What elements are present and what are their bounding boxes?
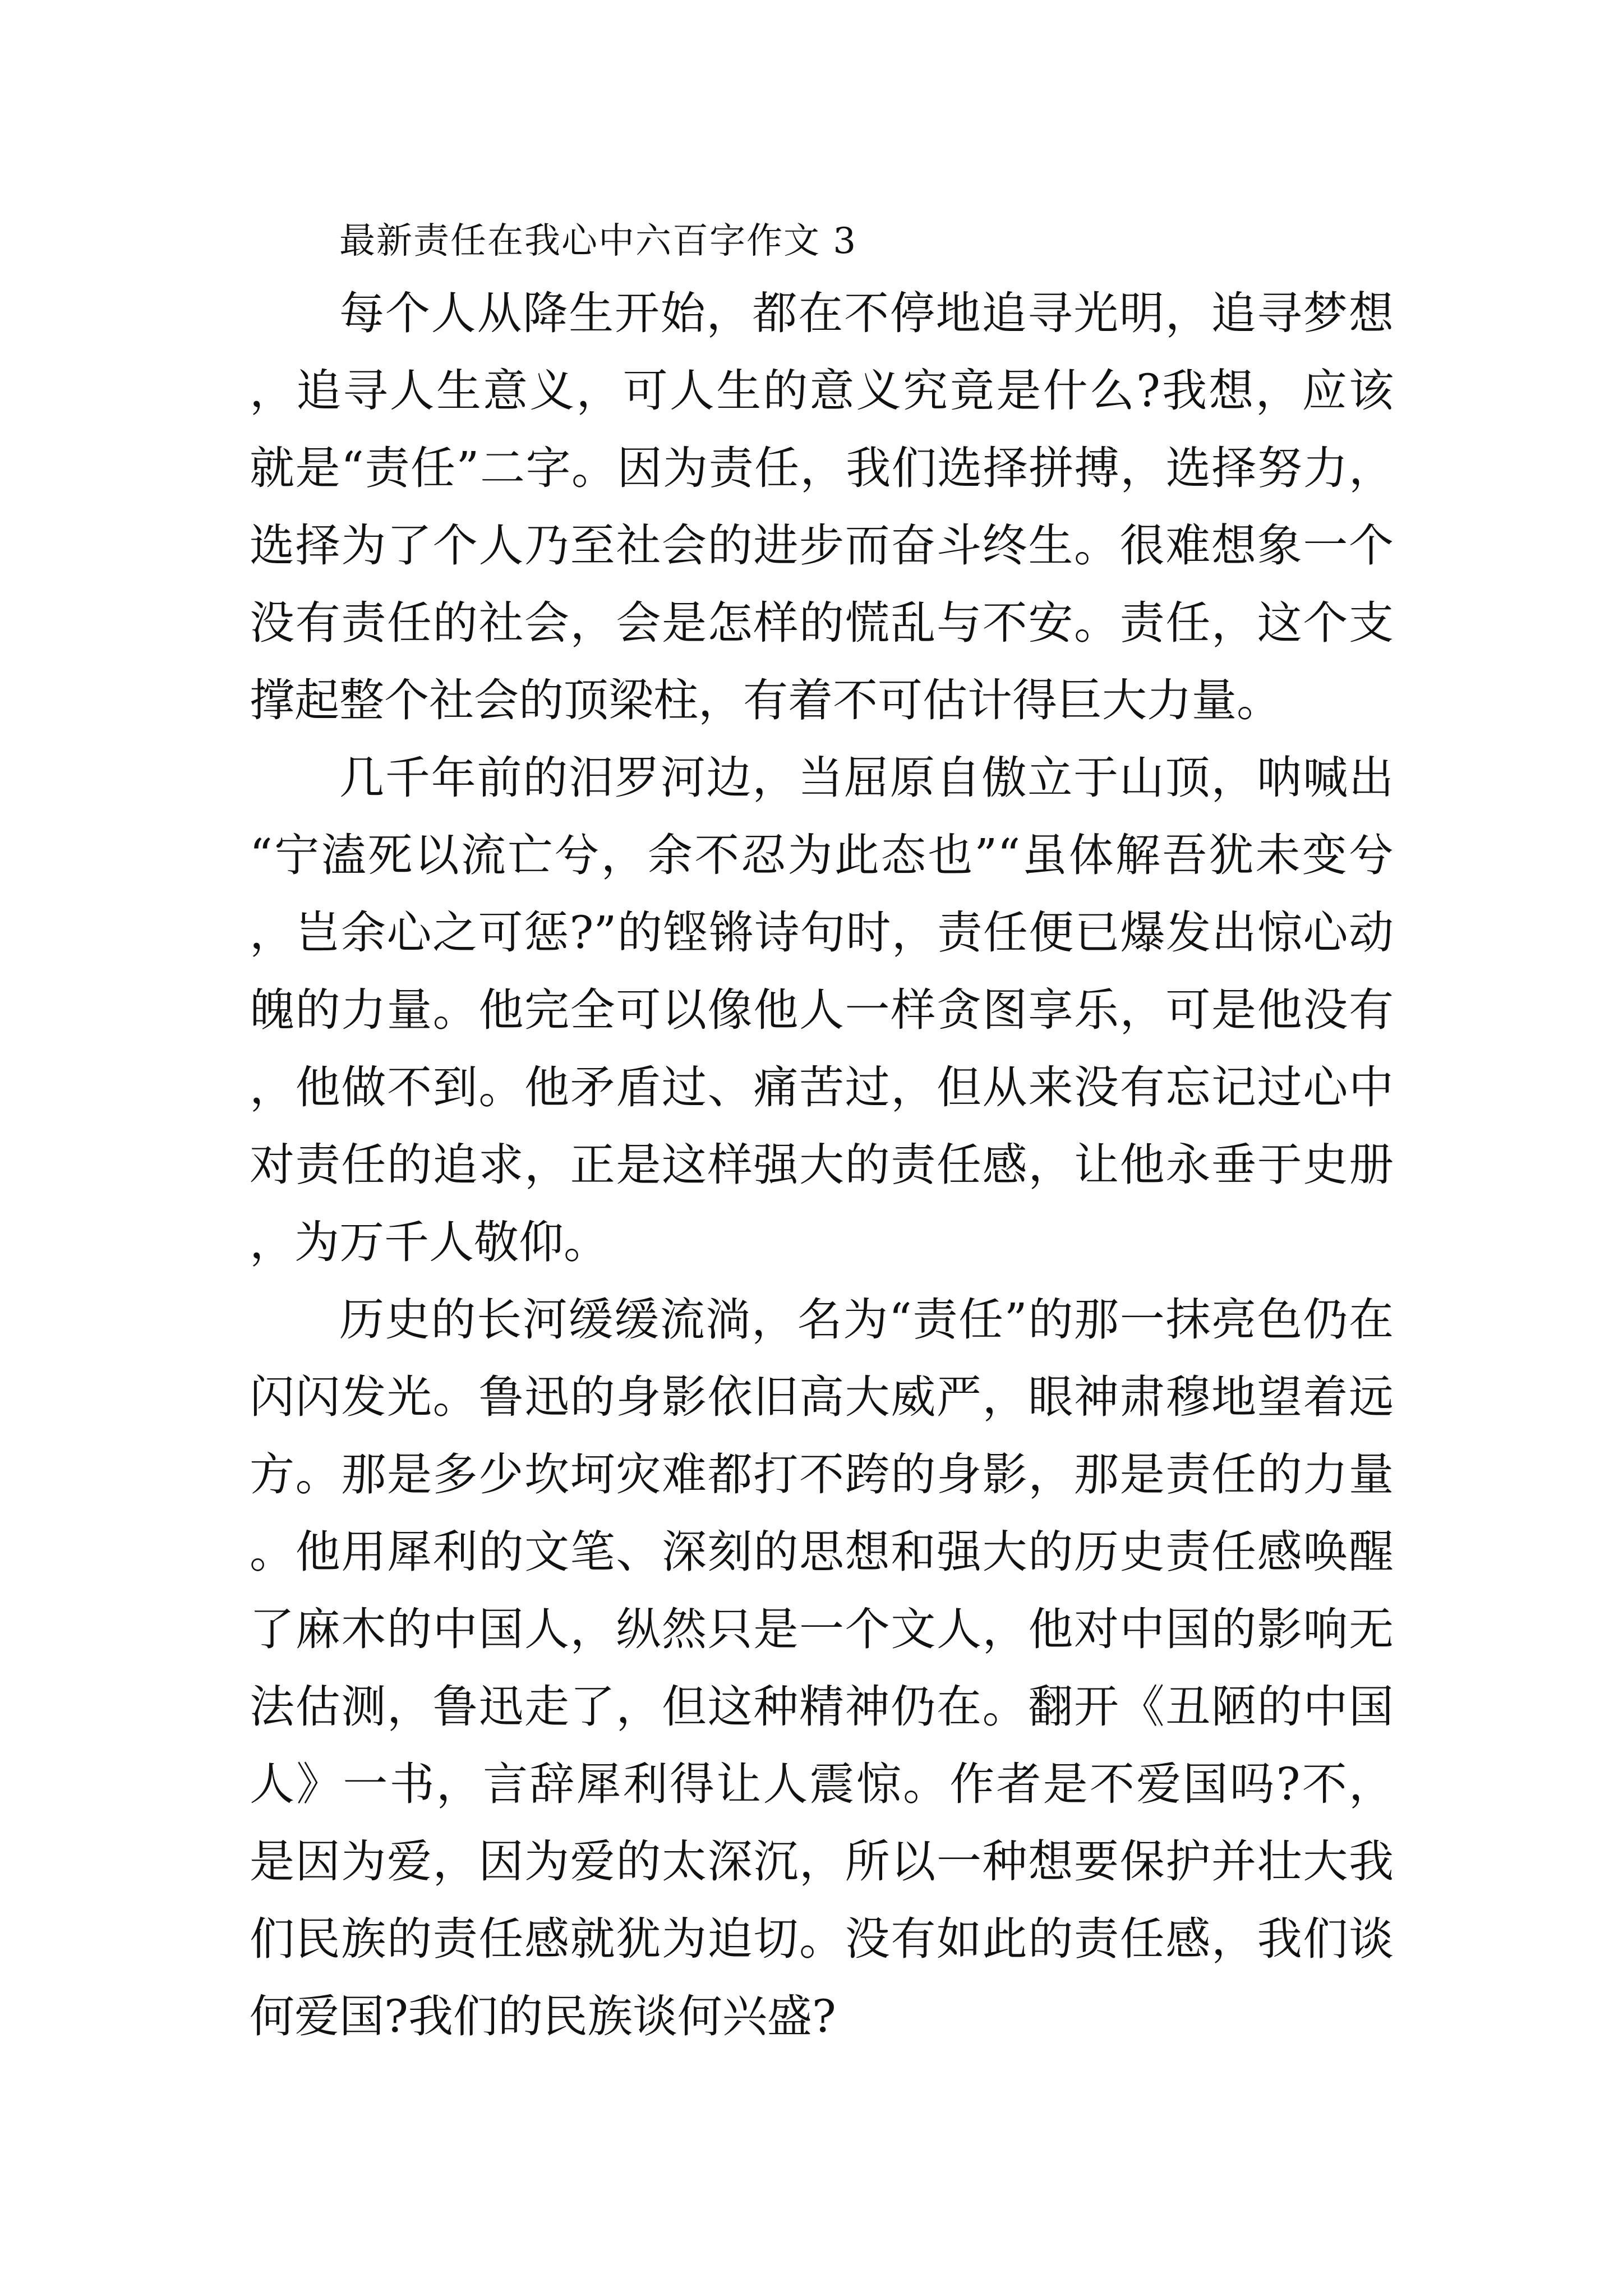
paragraph-3: 历史的长河缓缓流淌，名为“责任”的那一抹亮色仍在闪闪发光。鲁迅的身影依旧高大威严，眼神肃穆地望着远方。那是多少坎坷灾难都打不跨的身影，那是责任的力量。他用犀利的文笔、深刻的思想和强大的历史责任感唤醒了麻木的中国人，纵然只是一个文人，他对中国的影响无法估测，鲁迅走了，但这种精神仍在。翻开《丑陋的中国人》一书，言辞犀利得让人震惊。作者是不爱国吗?不，是因为爱，因为爱的太深沉，所以一种想要保护并壮大我们民族的责任感就犹为迫切。没有如此的责任感，我们谈何爱国?我们的民族谈何兴盛? xyxy=(250,1294,1394,2042)
document-body xyxy=(250,208,1394,2055)
paragraph-1: 每个人从降生开始，都在不停地追寻光明，追寻梦想，追寻人生意义，可人生的意义究竟是什么?我想，应该就是“责任”二字。因为责任，我们选择拼搏，选择努力，选择为了个人乃至社会的进步而奋斗终生。很难想象一个没有责任的社会，会是怎样的慌乱与不安。责任，这个支撑起整个社会的顶梁柱，有着不可估计得巨大力量。 xyxy=(250,287,1394,726)
essay-title: 最新责任在我心中六百字作文 3 xyxy=(339,220,857,262)
paragraph-2: 几千年前的汨罗河边，当屈原自傲立于山顶，呐喊出“宁溘死以流亡兮，余不忍为此态也”“虽体解吾犹未变兮，岂余心之可惩?”的铿锵诗句时，责任便已爆发出惊心动魄的力量。他完全可以像他人一样贪图享乐，可是他没有，他做不到。他矛盾过、痛苦过，但从来没有忘记过心中对责任的追求，正是这样强大的责任感，让他永垂于史册，为万千人敬仰。 xyxy=(250,752,1394,1268)
